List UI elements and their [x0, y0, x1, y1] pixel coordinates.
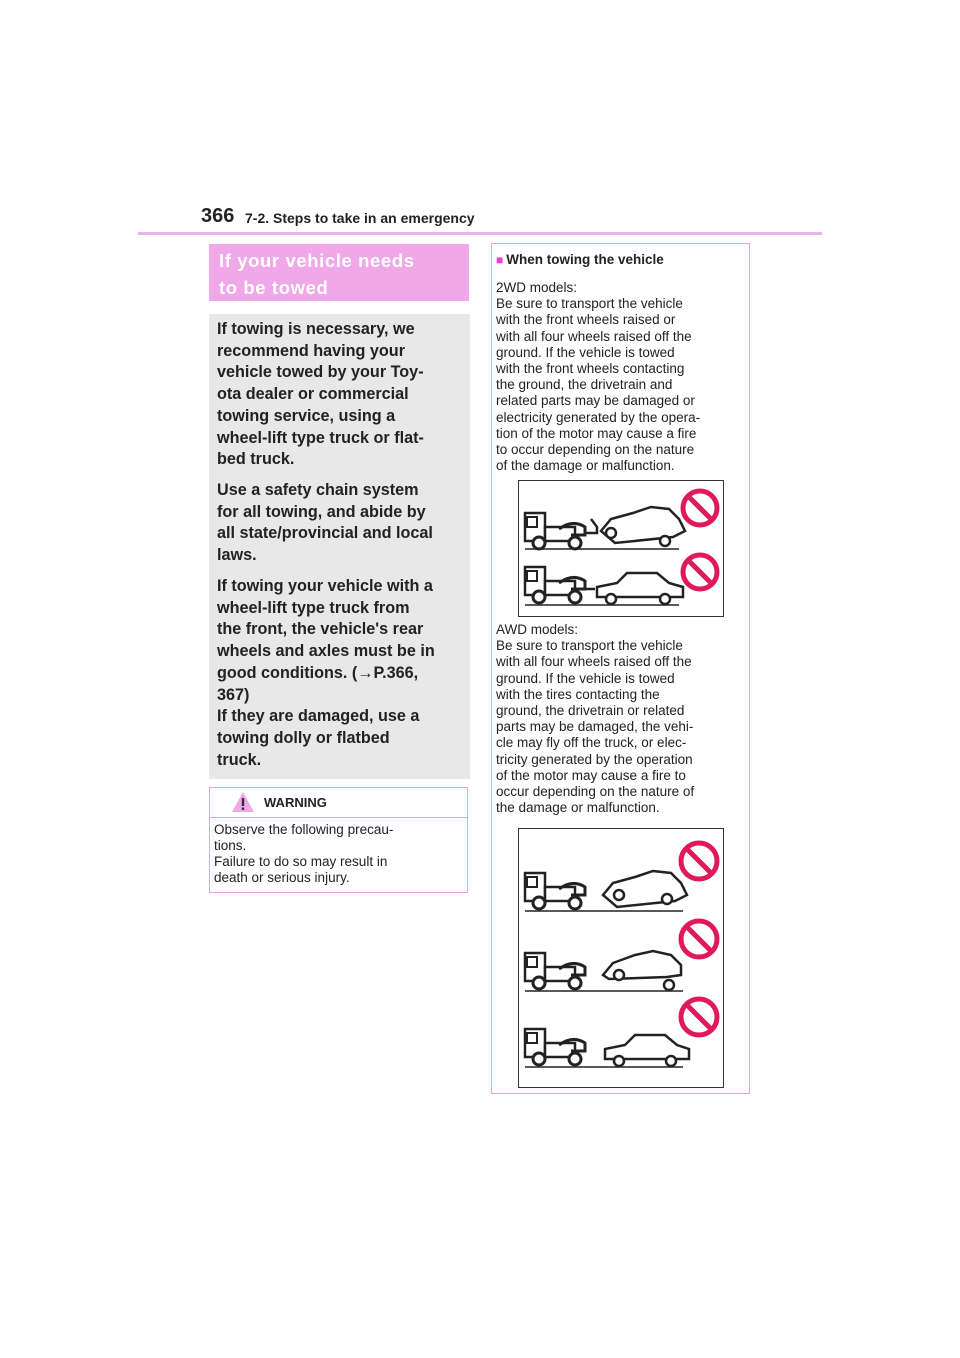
text-line: the front, the vehicle's rear: [217, 620, 424, 639]
page-number: 366: [201, 205, 235, 227]
text-line: wheel-lift type truck from: [217, 598, 410, 617]
section-title: 7-2. Steps to take in an emergency: [245, 210, 475, 226]
text-line: wheel-lift type truck or flat-: [217, 428, 424, 447]
twod-models-text: [496, 280, 748, 474]
car-icon: [597, 573, 683, 604]
text-line: Failure to do so may result in: [214, 854, 388, 869]
text-line: vehicle towed by your Toy-: [217, 363, 424, 382]
text-line: of the motor may cause a fire to: [496, 767, 686, 783]
text-line: towing dolly or flatbed: [217, 728, 390, 747]
summary-paragraph-2: [217, 480, 465, 567]
text-line: parts may be damaged, the vehi-: [496, 719, 694, 735]
text-line: tions.: [214, 838, 247, 853]
prohibited-icon: [677, 839, 721, 883]
summary-box: [209, 314, 470, 779]
text-line: with the tires contacting the: [496, 686, 660, 702]
text-line: tion of the motor may cause a fire: [496, 425, 697, 441]
text-line: ground. If the vehicle is towed: [496, 344, 675, 360]
text-line: of the damage or malfunction.: [496, 458, 675, 474]
warning-box: [209, 787, 468, 893]
text-line: with all four wheels raised off the: [496, 654, 692, 670]
text-line: with the front wheels raised or: [496, 312, 676, 328]
square-bullet-icon: ■: [496, 253, 504, 267]
text-line: wheels and axles must be in: [217, 642, 435, 661]
text-line: occur depending on the nature of: [496, 784, 695, 800]
awd-towing-figure: [518, 828, 724, 1088]
text-line: 367): [217, 685, 250, 704]
text-line: Use a safety chain system: [217, 481, 419, 499]
summary-paragraph-3: [217, 576, 465, 771]
topic-title-line2: to be towed: [219, 277, 329, 298]
text-line: towing service, using a: [217, 406, 396, 425]
prohibited-icon: [679, 487, 721, 529]
page-reference-link[interactable]: good conditions. (→P.366,: [217, 663, 419, 682]
text-line: If towing your vehicle with a: [217, 577, 433, 595]
text-line: the damage or malfunction.: [496, 800, 660, 816]
text-line: Be sure to transport the vehicle: [496, 638, 683, 654]
text-line: for all towing, and abide by: [217, 502, 426, 521]
header-rule: [138, 232, 822, 235]
text-line: recommend having your: [217, 341, 405, 360]
text-line: ground. If the vehicle is towed: [496, 670, 675, 686]
warning-triangle-icon: [231, 791, 255, 813]
text-line: to occur depending on the nature: [496, 442, 695, 458]
tow-truck-icon: [525, 567, 585, 603]
text-line: all state/provincial and local: [217, 524, 433, 543]
prohibited-icon: [679, 551, 721, 593]
text-line: related parts may be damaged or: [496, 393, 695, 409]
tow-truck-icon: [525, 513, 585, 549]
towing-heading: [496, 252, 664, 267]
text-line: electricity generated by the opera-: [496, 409, 701, 425]
text-line: Be sure to transport the vehicle: [496, 296, 683, 312]
twod-towing-figure: [518, 480, 724, 617]
warning-text: [214, 822, 464, 886]
towing-info-box: [491, 243, 750, 1094]
text-line: If they are damaged, use a: [217, 707, 420, 726]
text-line: the ground, the drivetrain and: [496, 377, 673, 393]
prohibited-icon: [677, 917, 721, 961]
raised-car-icon: [601, 507, 685, 546]
text-line: 2WD models:: [496, 280, 578, 295]
text-line: ota dealer or commercial: [217, 385, 409, 404]
text-line: bed truck.: [217, 450, 295, 469]
awd-models-text: [496, 622, 748, 816]
text-line: tricity generated by the operation: [496, 751, 693, 767]
warning-header: [210, 788, 467, 818]
warning-label: WARNING: [264, 795, 327, 810]
text-line: truck.: [217, 750, 262, 769]
text-line: ground, the drivetrain or related: [496, 703, 685, 719]
text-line: laws.: [217, 546, 257, 565]
text-line: with the front wheels contacting: [496, 361, 685, 377]
text-line: If towing is necessary, we: [217, 320, 415, 338]
text-line: Observe the following precau-: [214, 822, 394, 837]
text-line: cle may fly off the truck, or elec-: [496, 735, 687, 751]
text-line: AWD models:: [496, 622, 579, 637]
summary-paragraph-1: [217, 319, 465, 471]
topic-title-line1: If your vehicle needs: [219, 250, 415, 271]
text-line: with all four wheels raised off the: [496, 328, 692, 344]
prohibited-icon: [677, 995, 721, 1039]
towing-heading-text: When towing the vehicle: [506, 252, 664, 267]
text-line: death or serious injury.: [214, 870, 350, 885]
topic-title-box: [209, 244, 469, 301]
